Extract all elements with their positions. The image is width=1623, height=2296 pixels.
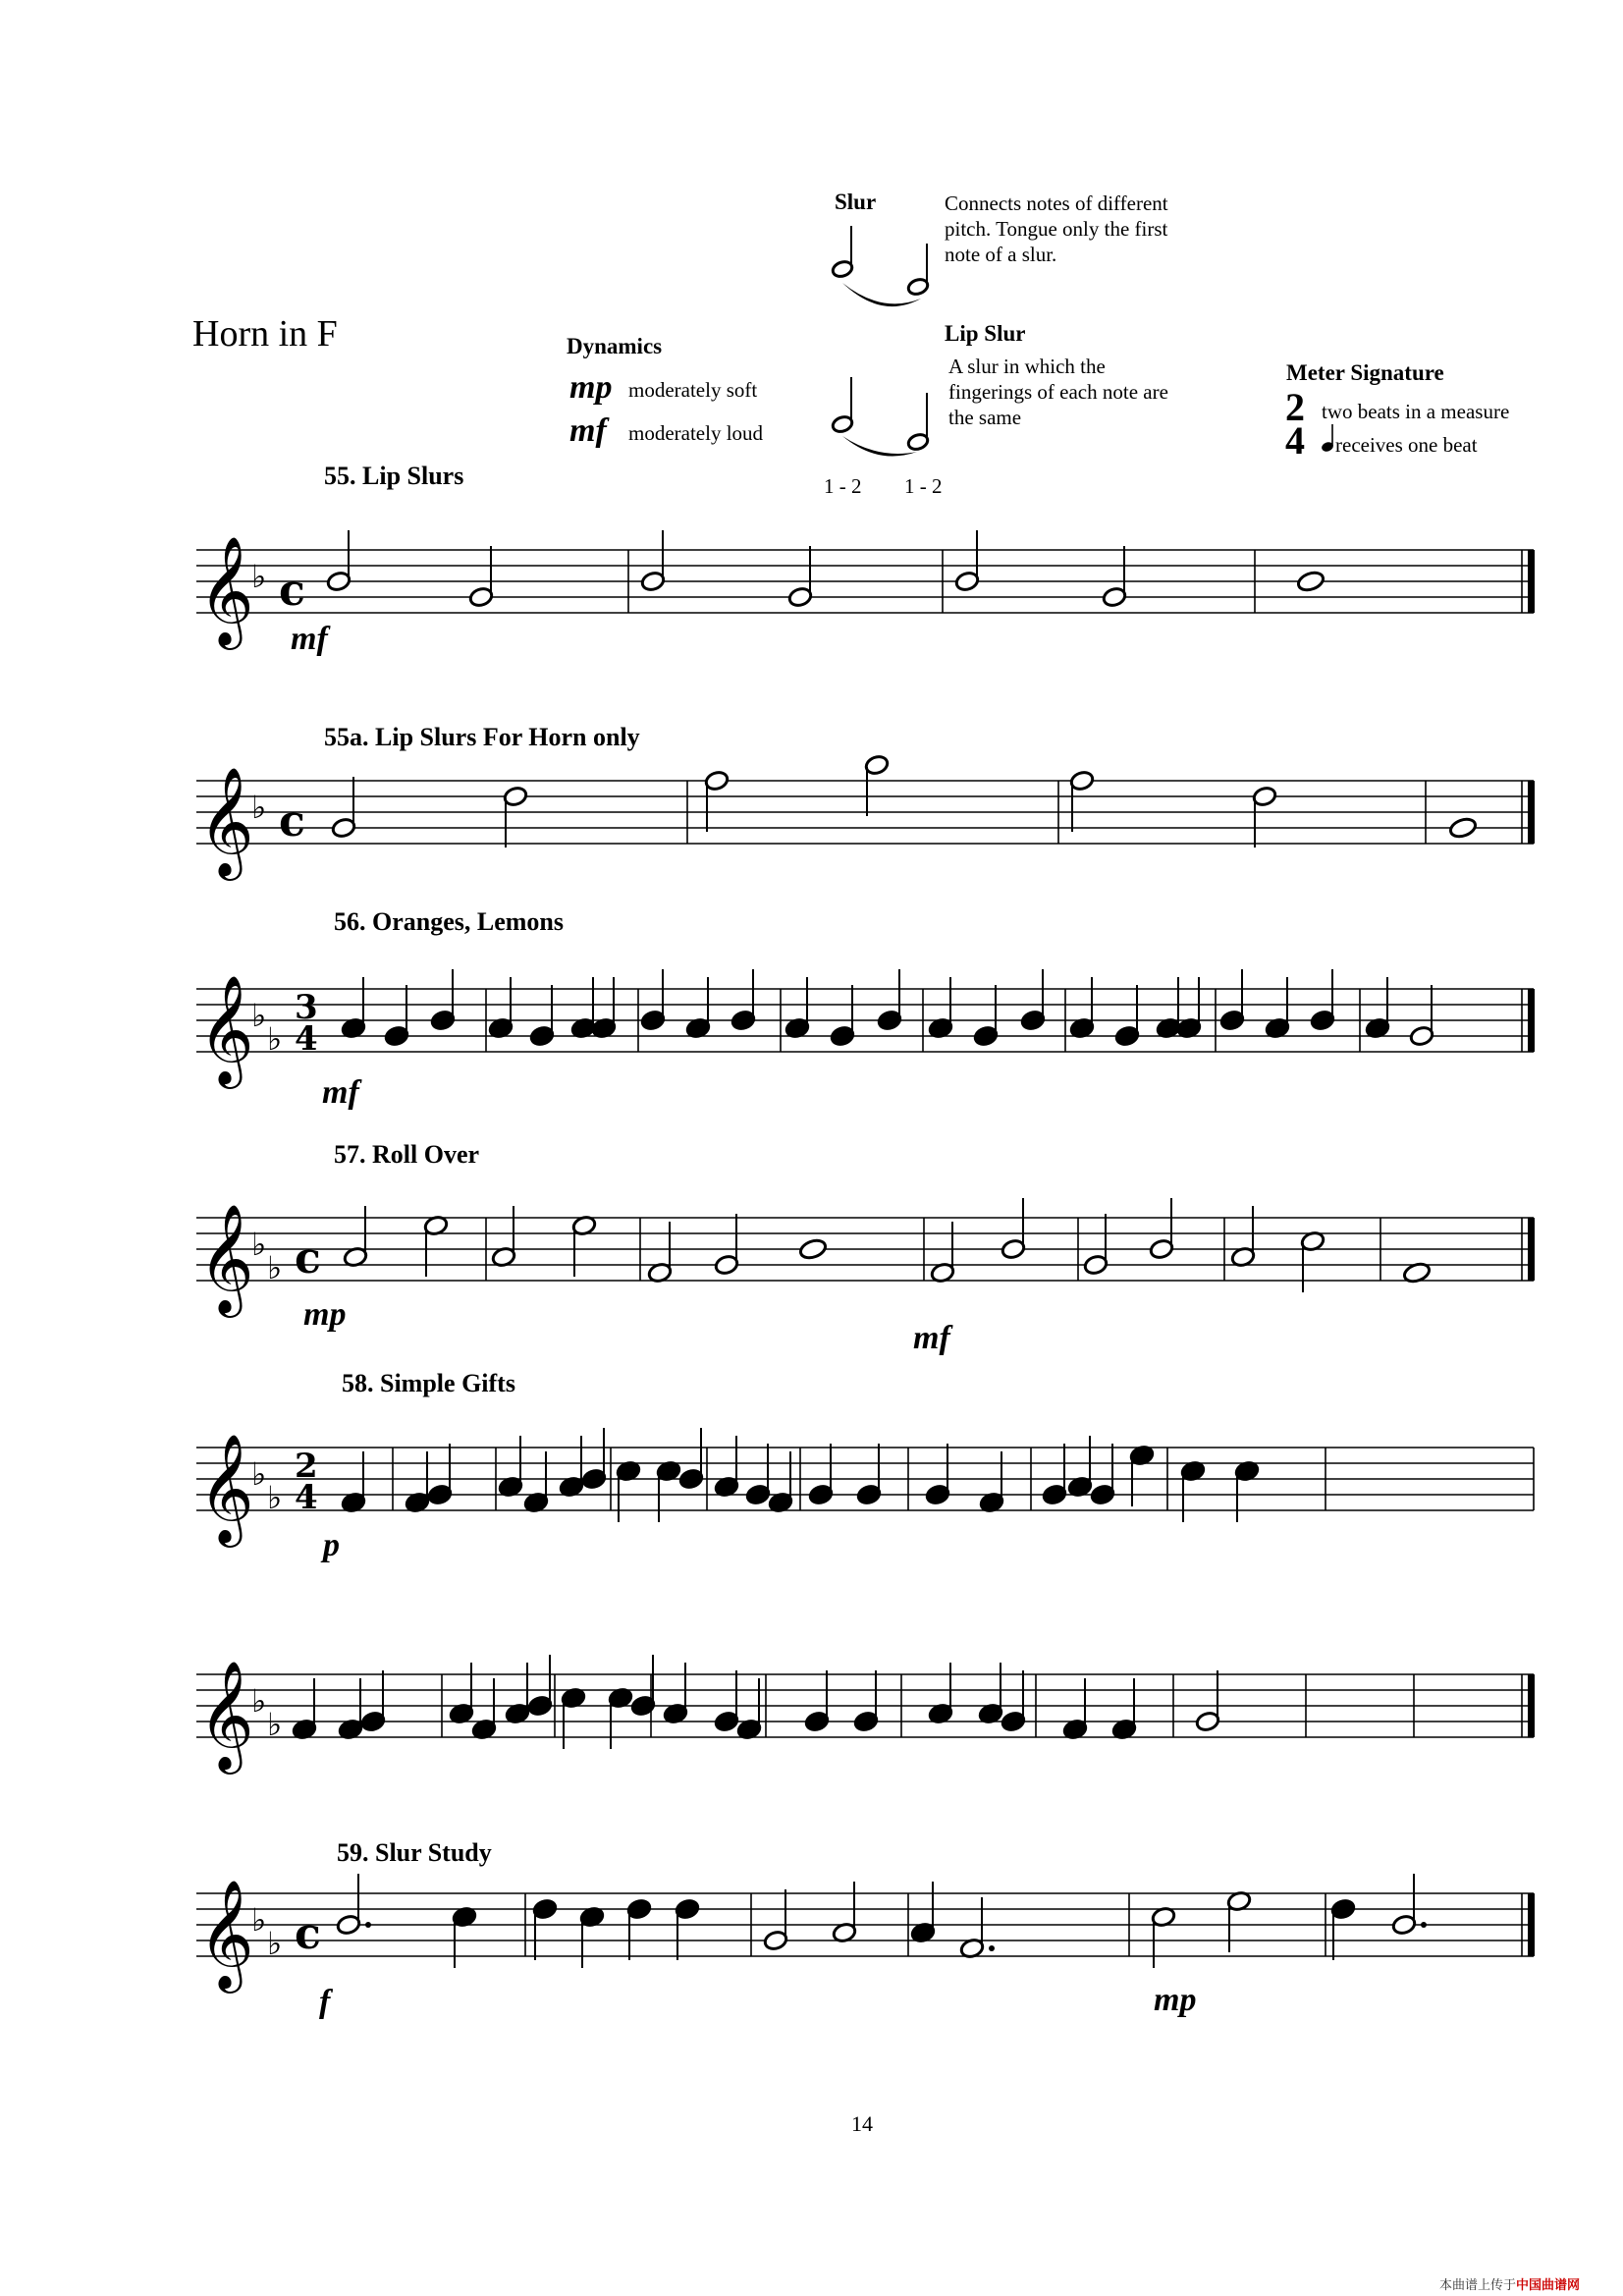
time-signature-top: 2 bbox=[295, 1447, 318, 1486]
common-time-icon: c bbox=[279, 796, 305, 847]
treble-clef-icon: 𝄞 bbox=[198, 1433, 254, 1543]
note-head bbox=[1296, 570, 1325, 593]
fingering-2: 1 - 2 bbox=[904, 474, 943, 498]
page-title: Horn in F bbox=[192, 313, 338, 355]
note-head bbox=[1448, 816, 1478, 840]
slur-heading: Slur bbox=[835, 190, 877, 214]
flat-icon: ♭ bbox=[251, 789, 267, 826]
treble-clef-icon: 𝄞 bbox=[198, 766, 254, 876]
page-number: 14 bbox=[851, 2111, 873, 2136]
flat-icon: ♭ bbox=[267, 1925, 283, 1962]
slur-description: Connects notes of different pitch. Tongue only the first note of a slur. bbox=[945, 191, 1168, 266]
lip-slur-heading: Lip Slur bbox=[945, 321, 1026, 346]
lip-slur-description: A slur in which the fingerings of each note are the same bbox=[948, 355, 1168, 429]
final-barline-thick bbox=[1528, 1218, 1535, 1281]
exercise-59-dynamic-1: f bbox=[319, 1984, 331, 2020]
exercise-56-title: 56. Oranges, Lemons bbox=[334, 907, 564, 936]
meter-line2: receives one beat bbox=[1335, 433, 1478, 457]
flat-icon: ♭ bbox=[267, 1249, 283, 1286]
treble-clef-icon: 𝄞 bbox=[198, 1879, 254, 1989]
exercise-59-title: 59. Slur Study bbox=[337, 1838, 492, 1867]
common-time-icon: c bbox=[279, 566, 305, 616]
treble-clef-icon: 𝄞 bbox=[198, 1660, 254, 1770]
treble-clef-icon: 𝄞 bbox=[198, 1203, 254, 1313]
exercise-58-dynamic: p bbox=[323, 1527, 340, 1563]
footer-watermark bbox=[1439, 2274, 1580, 2293]
time-signature-top: 3 bbox=[295, 988, 318, 1027]
dynamics-heading: Dynamics bbox=[567, 334, 663, 358]
flat-icon: ♭ bbox=[251, 1682, 267, 1720]
final-barline-thick bbox=[1528, 550, 1535, 613]
flat-icon: ♭ bbox=[251, 558, 267, 595]
exercise-59-dynamic-2: mp bbox=[1154, 1982, 1197, 2018]
treble-clef-icon: 𝄞 bbox=[198, 535, 254, 645]
exercise-55a-title: 55a. Lip Slurs For Horn only bbox=[324, 723, 640, 751]
exercise-57-title: 57. Roll Over bbox=[334, 1140, 480, 1169]
treble-clef-icon: 𝄞 bbox=[198, 974, 254, 1084]
common-time-icon: c bbox=[295, 1909, 321, 1959]
fingering-1: 1 - 2 bbox=[824, 474, 862, 498]
final-barline-thick bbox=[1528, 1674, 1535, 1737]
meter-bottom: 4 bbox=[1285, 418, 1305, 463]
final-barline-thick bbox=[1528, 1893, 1535, 1956]
dot bbox=[989, 1945, 995, 1951]
flat-icon: ♭ bbox=[251, 1901, 267, 1939]
time-signature-bottom: 4 bbox=[295, 1019, 318, 1059]
dynamic-mp-meaning: moderately soft bbox=[628, 378, 758, 402]
flat-icon: ♭ bbox=[251, 997, 267, 1034]
dot bbox=[1421, 1922, 1427, 1928]
final-barline-thick bbox=[1528, 989, 1535, 1052]
exercise-55-title: 55. Lip Slurs bbox=[324, 462, 464, 490]
meter-top: 2 bbox=[1285, 385, 1305, 429]
dynamic-mp-mark: mp bbox=[569, 369, 613, 406]
time-signature-bottom: 4 bbox=[295, 1478, 318, 1517]
dot bbox=[365, 1922, 371, 1928]
exercise-57-dynamic-2: mf bbox=[913, 1320, 950, 1356]
footer-prefix: 本曲谱上传于 bbox=[1439, 2277, 1517, 2292]
flat-icon: ♭ bbox=[267, 1020, 283, 1058]
final-barline-thick bbox=[1528, 781, 1535, 844]
note-head bbox=[798, 1237, 828, 1261]
dynamic-mf-mark: mf bbox=[569, 412, 607, 449]
common-time-icon: c bbox=[295, 1233, 321, 1284]
meter-heading: Meter Signature bbox=[1286, 360, 1444, 385]
exercise-58-title: 58. Simple Gifts bbox=[342, 1369, 515, 1397]
dynamic-mf-meaning: moderately loud bbox=[628, 421, 764, 445]
flat-icon: ♭ bbox=[251, 1226, 267, 1263]
flat-icon: ♭ bbox=[267, 1479, 283, 1516]
exercise-56-dynamic: mf bbox=[322, 1074, 359, 1111]
footer-site: 中国曲谱网 bbox=[1516, 2277, 1581, 2292]
meter-line1: two beats in a measure bbox=[1322, 400, 1510, 423]
flat-icon: ♭ bbox=[251, 1455, 267, 1493]
exercise-55-dynamic: mf bbox=[291, 621, 328, 657]
exercise-57-dynamic-1: mp bbox=[303, 1296, 347, 1333]
flat-icon: ♭ bbox=[267, 1706, 283, 1743]
